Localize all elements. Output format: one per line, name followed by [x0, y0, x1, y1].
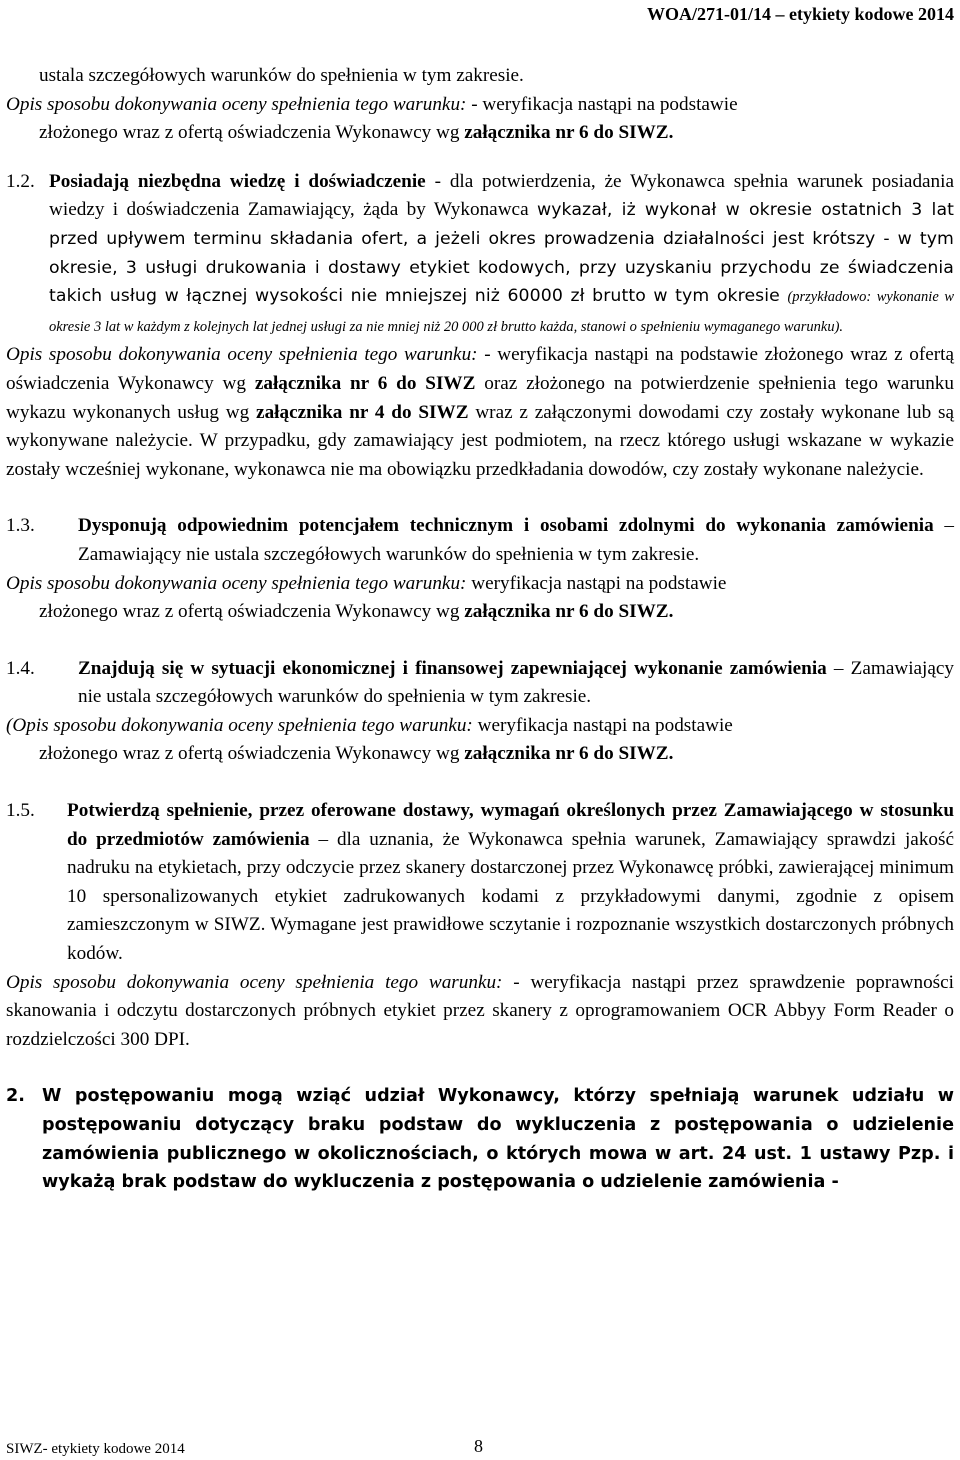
- section-1-2: [6, 168, 954, 342]
- section-heading: Posiadają niezbędna wiedzę i doświadczenie: [49, 170, 426, 192]
- section-2: [6, 1082, 954, 1196]
- section-heading: Potwierdzą spełnienie, przez oferowane dostawy, wymagań określonych przez Zamawiającego w stosunku do przedmiotów zamówienia: [67, 800, 954, 850]
- section-body: - dla potwierdzenia, że Wykonawca spełnia warunek posiadania wiedzy i doświadczenia Zamawiający, żąda by Wykonawca: [49, 170, 954, 221]
- example-note: (przykładowo: wykonanie w okresie 3 lat w każdym z kolejnych lat jednej usługi za nie mniej niż 20 000 zł brutto każda, stanowi o spełnieniu wymaganego warunku).: [49, 289, 954, 335]
- opis-text: - weryfikacja nastąpi na podstawie złożonego wraz z ofertą oświadczenia Wykonawcy wg: [6, 344, 954, 394]
- attachment-ref: załącznika nr 6 do SIWZ.: [464, 122, 674, 144]
- opis-text: złożonego wraz z ofertą oświadczenia Wykonawcy wg: [39, 122, 465, 144]
- attachment-ref: załącznika nr 4 do SIWZ: [256, 401, 469, 423]
- text-line: [6, 570, 954, 599]
- opis-text: oraz złożonego na potwierdzenie spełnienia tego warunku wykazu wykonanych usług wg: [6, 372, 954, 423]
- opis-label: Opis sposobu dokonywania oceny spełnienia tego warunku:: [6, 344, 478, 366]
- opis-paragraph-1-4: [6, 712, 954, 769]
- text-line: [6, 740, 954, 769]
- opis-text: weryfikacja nastąpi na podstawie: [472, 714, 733, 736]
- section-number: 2.: [6, 1086, 25, 1107]
- section-heading: Znajdują się w sytuacji ekonomicznej i finansowej zapewniającej wykonanie zamówienia: [78, 657, 827, 679]
- opis-label: (Opis sposobu dokonywania oceny spełnienia tego warunku:: [6, 714, 473, 736]
- attachment-ref: załącznika nr 6 do SIWZ.: [464, 743, 674, 765]
- opis-text: złożonego wraz z ofertą oświadczenia Wykonawcy wg: [39, 601, 465, 623]
- section-heading: Dysponują odpowiednim potencjałem technicznym i osobami zdolnymi do wykonania zamówienia: [78, 515, 934, 537]
- opis-text: weryfikacja nastąpi na podstawie: [466, 572, 727, 594]
- section-number: 1.5.: [6, 800, 35, 822]
- section-number: 1.4.: [6, 657, 35, 679]
- text-line: [6, 598, 954, 627]
- section-1-5: [6, 797, 954, 969]
- section-text: [56, 797, 954, 969]
- opis-paragraph-1-5: [6, 969, 954, 1055]
- section-body: – Zamawiający nie ustala szczegółowych warunków do spełnienia w tym zakresie.: [78, 515, 955, 565]
- text-line: [6, 712, 954, 741]
- opis-text: - weryfikacja nastąpi przez sprawdzenie poprawności skanowania i odczytu dostarczonych próbnych etykiet przez skanery z oprogramowaniem OCR Abbyy Form Reader o rozdzielczości 300 DPI.: [6, 971, 954, 1050]
- page-number: 8: [474, 1436, 483, 1456]
- attachment-ref: załącznika nr 6 do SIWZ.: [464, 601, 674, 623]
- opis-label: Opis sposobu dokonywania oceny spełnienia tego warunku:: [6, 971, 503, 993]
- section-text: [21, 512, 954, 569]
- section-number: 1.3.: [6, 515, 35, 537]
- running-header: WOA/271-01/14 – etykiety kodowe 2014: [647, 4, 954, 24]
- document-body: [6, 62, 954, 1197]
- opis-paragraph-1-3: [6, 570, 954, 627]
- section-text: W postępowaniu mogą wziąć udział Wykonawcy, którzy spełniają warunek udziału w postępowaniu dotyczący braku podstaw do wykluczenia z postępowania o udzielenie zamówienia publicznego w okolicznościach, o których mowa w art. 24 ust. 1 ustawy Pzp. i wykażą brak podstaw do wykluczenia z postępowania o udzielenie zamówienia -: [42, 1086, 954, 1193]
- opis-paragraph-0: [6, 91, 954, 148]
- opis-text: - weryfikacja nastąpi na podstawie: [466, 93, 738, 115]
- section-text: [49, 168, 954, 342]
- section-body: – dla uznania, że Wykonawca spełnia warunek, Zamawiający sprawdzi jakość nadruku na etykietach, przy odczycie przez skanery dostarczonej przez Wykonawcę próbki, zawierającej minimum 10 spersonalizowanych etykiet zadrukowanych kodami z przykładowymi danymi, zgodnie z opisem zamieszczonym w SIWZ. Wymagane jest prawidłowe sczytanie i rozpoznanie wszystkich dostarczonych próbnych kodów.: [67, 828, 954, 965]
- section-number: 1.2.: [6, 170, 35, 192]
- opis-text: wraz z załączonymi dowodami czy zostały wykonane lub są wykonywane należycie. W przypadku, gdy zamawiający jest podmiotem, na rzecz którego usługi wskazane w wykazie zostały wcześniej wykonane, wykonawca nie ma obowiązku przedkładania dowodów, czy zostały wykonane należycie.: [6, 401, 954, 480]
- continuation-paragraph: [6, 62, 954, 91]
- section-text: [38, 655, 954, 712]
- section-body: – Zamawiający nie ustala szczegółowych warunków do spełnienia w tym zakresie.: [78, 657, 954, 708]
- section-1-3: [6, 512, 954, 569]
- footer-title: SIWZ- etykiety kodowe 2014: [6, 1441, 185, 1457]
- text-line: [6, 119, 954, 148]
- opis-text: złożonego wraz z ofertą oświadczenia Wykonawcy wg: [39, 743, 465, 765]
- attachment-ref: załącznika nr 6 do SIWZ: [254, 372, 476, 394]
- text-line: ustala szczegółowych warunków do spełnienia w tym zakresie.: [39, 65, 524, 86]
- text-line: [6, 91, 954, 120]
- section-body-sans: wykazał, iż wykonał w okresie ostatnich 3 lat przed upływem terminu składania ofert, a jeżeli okres prowadzenia działalności jest krótszy - w tym okresie, 3 usługi drukowania i dostawy etykiet kodowych, przy uzyskaniu przychodu ze świadczenia takich usług w łącznej wysokości nie mniejszej niż 60000 zł brutto w tym okresie: [49, 200, 955, 307]
- section-1-4: [6, 655, 954, 712]
- opis-label: Opis sposobu dokonywania oceny spełnienia tego warunku:: [6, 572, 467, 594]
- opis-label: Opis sposobu dokonywania oceny spełnienia tego warunku:: [6, 93, 467, 115]
- opis-paragraph-1-2: [6, 341, 954, 484]
